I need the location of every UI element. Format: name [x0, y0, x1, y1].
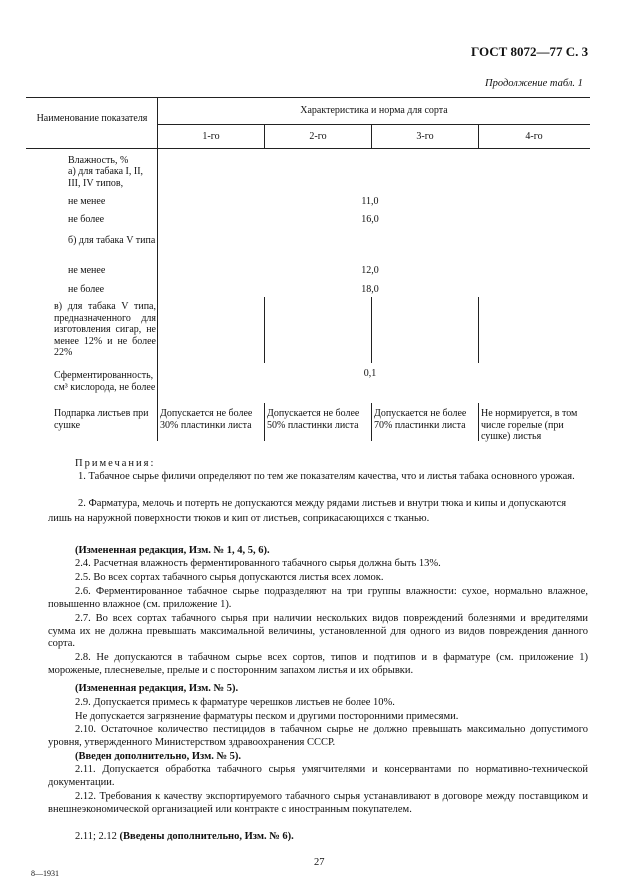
- clause-2-8: 2.8. Не допускаются в табачном сырье всех сортов, типов и подтипов и в фарматуре (см. приложение 1) мороженые, плесневелые, прелые и с посторонним запахом листья и их обрывки.: [48, 652, 588, 676]
- scorch-grade-4: Не нормируется, в том числе горелые (при сушке) листья: [481, 408, 578, 442]
- page-number: 27: [314, 857, 325, 868]
- clause-2-4: 2.4. Расчетная влажность ферментированного табачного сырья должна быть 13%.: [75, 558, 441, 569]
- grade-2: 2-го: [309, 131, 327, 142]
- row-humidity-c: в) для табака V типа, предназначенного для изготовления сигар, не менее 12% и не более 22%: [54, 301, 156, 358]
- row-humidity: Влажность, %: [68, 155, 129, 166]
- value-min-1: 11,0: [361, 196, 379, 207]
- note-1: 1. Табачное сырье филичи определяют по тем же показателям качества, что и листья табака основного урожая.: [78, 471, 575, 482]
- row-fermentation: Сферментированность, см³ кислорода, не более: [54, 370, 156, 393]
- row-humidity-a: а) для табака I, II, III, IV типов,: [68, 166, 144, 189]
- value-max-1: 16,0: [361, 214, 379, 225]
- row-scorch: Подпарка листьев при сушке: [54, 408, 149, 431]
- value-max-2: 18,0: [361, 284, 379, 295]
- clause-2-9: 2.9. Допускается примесь к фарматуре черешков листьев не более 10%.: [75, 697, 395, 708]
- clause-last-numbers: 2.11; 2.12: [75, 831, 120, 842]
- row-max-1: не более: [68, 214, 105, 225]
- print-code: 8—1931: [31, 869, 59, 878]
- row-max-2: не более: [68, 284, 105, 295]
- clause-2-9-b: Не допускается загрязнение фарматуры песком и другими посторонними примесями.: [75, 711, 459, 722]
- page-header: ГОСТ 8072—77 С. 3: [471, 44, 589, 59]
- grade-3: 3-го: [416, 131, 434, 142]
- value-fermentation: 0,1: [363, 368, 377, 379]
- clause-2-6: 2.6. Ферментированное табачное сырье подразделяют на три группы влажности: сухое, нормально влажное, повышенно влажное (см. приложение 1).: [48, 586, 588, 610]
- row-min-2: не менее: [68, 265, 106, 276]
- grade-4: 4-го: [525, 131, 543, 142]
- edition-note-3: (Введен дополнительно, Изм. № 5).: [75, 751, 242, 762]
- row-min-1: не менее: [68, 196, 106, 207]
- value-min-2: 12,0: [361, 265, 379, 276]
- edition-note-2: (Измененная редакция, Изм. № 5).: [75, 683, 239, 694]
- col-header-indicator: Наименование показателя: [36, 113, 148, 124]
- col-header-grades: Характеристика и норма для сорта: [300, 105, 448, 116]
- clause-2-12: 2.12. Требования к качеству экспортируемого табачного сырья устанавливают в договоре между поставщиком и внешнеэкономической организацией или контракте с иностранным покупателем.: [48, 791, 588, 815]
- table-continuation: Продолжение табл. 1: [485, 78, 583, 89]
- scorch-grade-2: Допускается не более 50% пластинки листа: [267, 408, 360, 431]
- clause-2-11: 2.11. Допускается обработка табачного сырья умягчителями и консервантами по нормативно-технической документации.: [48, 764, 588, 788]
- edition-note-4: (Введены дополнительно, Изм. № 6).: [119, 831, 294, 842]
- clause-2-10: 2.10. Остаточное количество пестицидов в табачном сырье не должно превышать максимально допустимого уровня, утвержденного Министерством здравоохранения СССР.: [48, 724, 588, 748]
- note-2: 2. Фарматура, мелочь и потерть не допускаются между рядами листьев и внутри тюка и кипы и допускаются лишь на наружной поверхности тюков и кип от листьев, соприкасающихся с тканью.: [48, 498, 567, 524]
- grade-1: 1-го: [202, 131, 220, 142]
- scorch-grade-1: Допускается не более 30% пластинки листа: [160, 408, 253, 431]
- notes-title: Примечания:: [75, 458, 156, 469]
- clause-last: [75, 831, 590, 844]
- clause-2-7: 2.7. Во всех сортах табачного сырья при наличии нескольких видов повреждений болезнями и вредителями сумма их не должна превышать максимальной величины, установленной для одного из видов повреждения данного сорта.: [48, 613, 588, 649]
- scorch-grade-3: Допускается не более 70% пластинки листа: [374, 408, 467, 431]
- edition-note-1: (Измененная редакция, Изм. № 1, 4, 5, 6).: [75, 545, 270, 556]
- row-humidity-b: б) для табака V типа: [68, 235, 156, 246]
- clause-2-5: 2.5. Во всех сортах табачного сырья допускаются листья всех ломок.: [75, 572, 384, 583]
